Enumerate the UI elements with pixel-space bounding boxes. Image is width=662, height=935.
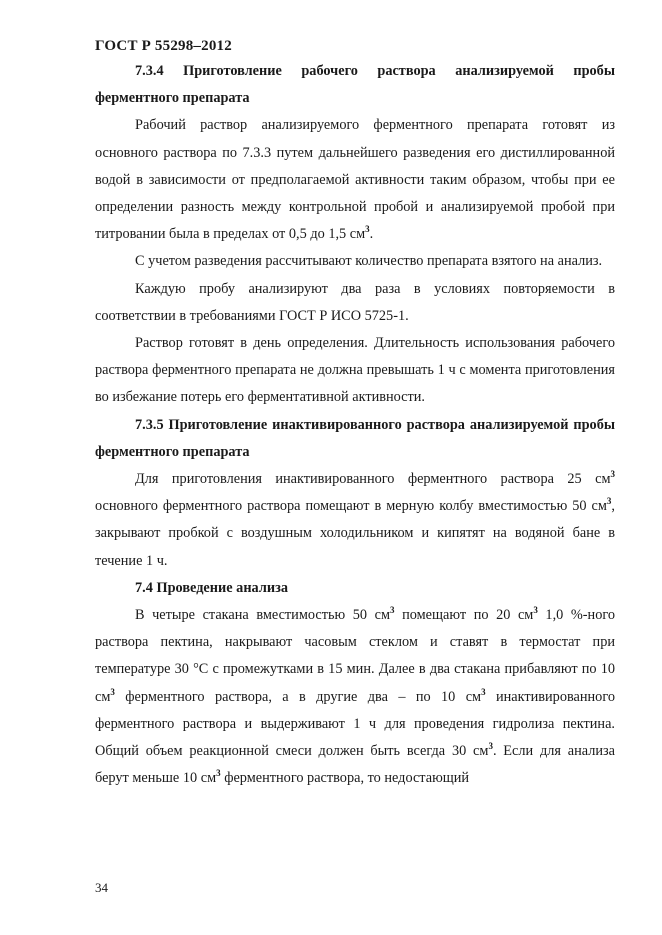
paragraph: Каждую пробу анализируют два раза в условиях повторяемости в соответствии в требованиями ГОСТ Р ИСО 5725-1. bbox=[95, 280, 615, 324]
paragraph-text: В четыре стакана вместимостью 50 см bbox=[135, 607, 391, 624]
paragraph: С учетом разведения рассчитывают количество препарата взятого на анализ. bbox=[135, 253, 603, 270]
superscript: 3 bbox=[365, 224, 370, 235]
paragraph-text: инактивированного ферментного раствора и выдерживают 1 ч для проведения гидролиза пектина. Общий объем реакционной смеси должен быть всегда 30 см bbox=[95, 688, 615, 760]
document-body bbox=[95, 58, 615, 792]
section-title: Проведение анализа bbox=[156, 579, 288, 596]
paragraph bbox=[95, 602, 615, 792]
superscript: 3 bbox=[390, 605, 395, 616]
section-number: 7.4 bbox=[135, 579, 153, 596]
superscript: 3 bbox=[606, 496, 612, 507]
section-title: Приготовление инактивированного раствора анализируемой пробы ферментного препарата bbox=[95, 416, 615, 460]
paragraph bbox=[95, 112, 615, 248]
superscript: 3 bbox=[610, 469, 615, 480]
section-number: 7.3.5 bbox=[135, 416, 164, 433]
page-number: 34 bbox=[95, 880, 108, 895]
superscript: 3 bbox=[533, 605, 538, 616]
paragraph-text: Рабочий раствор анализируемого ферментного препарата готовят из основного раствора по 7.3.3 путем дальнейшего разведения его дистиллированной водой в зависимости от предполагаемой активности таким образом, чтобы при ее определении разность между контрольной пробой и анализируемой пробой при титровании была в пределах от 0,5 до 1,5 см bbox=[95, 117, 615, 243]
paragraph: Раствор готовят в день определения. Длительность использования рабочего раствора ферментного препарата не должна превышать 1 ч с момента приготовления во избежание потерь его ферментативной активности. bbox=[95, 335, 615, 406]
section-heading-7-3-5 bbox=[95, 412, 615, 466]
superscript: 3 bbox=[481, 686, 486, 697]
paragraph-text: основного ферментного раствора помещают в мерную колбу вместимостью 50 см bbox=[95, 498, 607, 515]
paragraph-text: ферментного раствора, то недостающий bbox=[220, 770, 470, 787]
paragraph bbox=[95, 466, 615, 575]
superscript: 3 bbox=[110, 686, 115, 697]
section-title: Приготовление рабочего раствора анализируемой пробы ферментного препарата bbox=[95, 63, 615, 107]
paragraph-text: ферментного раствора, а в другие два – по 10 см bbox=[114, 688, 482, 705]
section-heading-7-4 bbox=[95, 575, 615, 602]
paragraph-text: Для приготовления инактивированного ферментного раствора 25 см bbox=[135, 471, 611, 488]
section-number: 7.3.4 bbox=[135, 63, 164, 79]
paragraph-text: 1,0 %-ного раствора пектина, накрывают часовым стеклом и ставят в термостат при температуре 30 °С с промежутками в 15 мин. Далее в два стакана прибавляют по 10 см bbox=[95, 607, 615, 705]
document-header: ГОСТ Р 55298–2012 bbox=[95, 38, 232, 54]
superscript: 3 bbox=[216, 768, 221, 779]
paragraph-text: помещают по 20 см bbox=[394, 607, 534, 624]
paragraph-text: . Если для анализа берут меньше 10 см bbox=[95, 743, 615, 787]
superscript: 3 bbox=[488, 741, 493, 752]
period: . bbox=[369, 226, 374, 243]
paragraph-text: , закрывают пробкой с воздушным холодильником и кипятят на водяной бане в течение 1 ч. bbox=[95, 498, 615, 569]
section-heading-7-3-4 bbox=[95, 58, 615, 112]
